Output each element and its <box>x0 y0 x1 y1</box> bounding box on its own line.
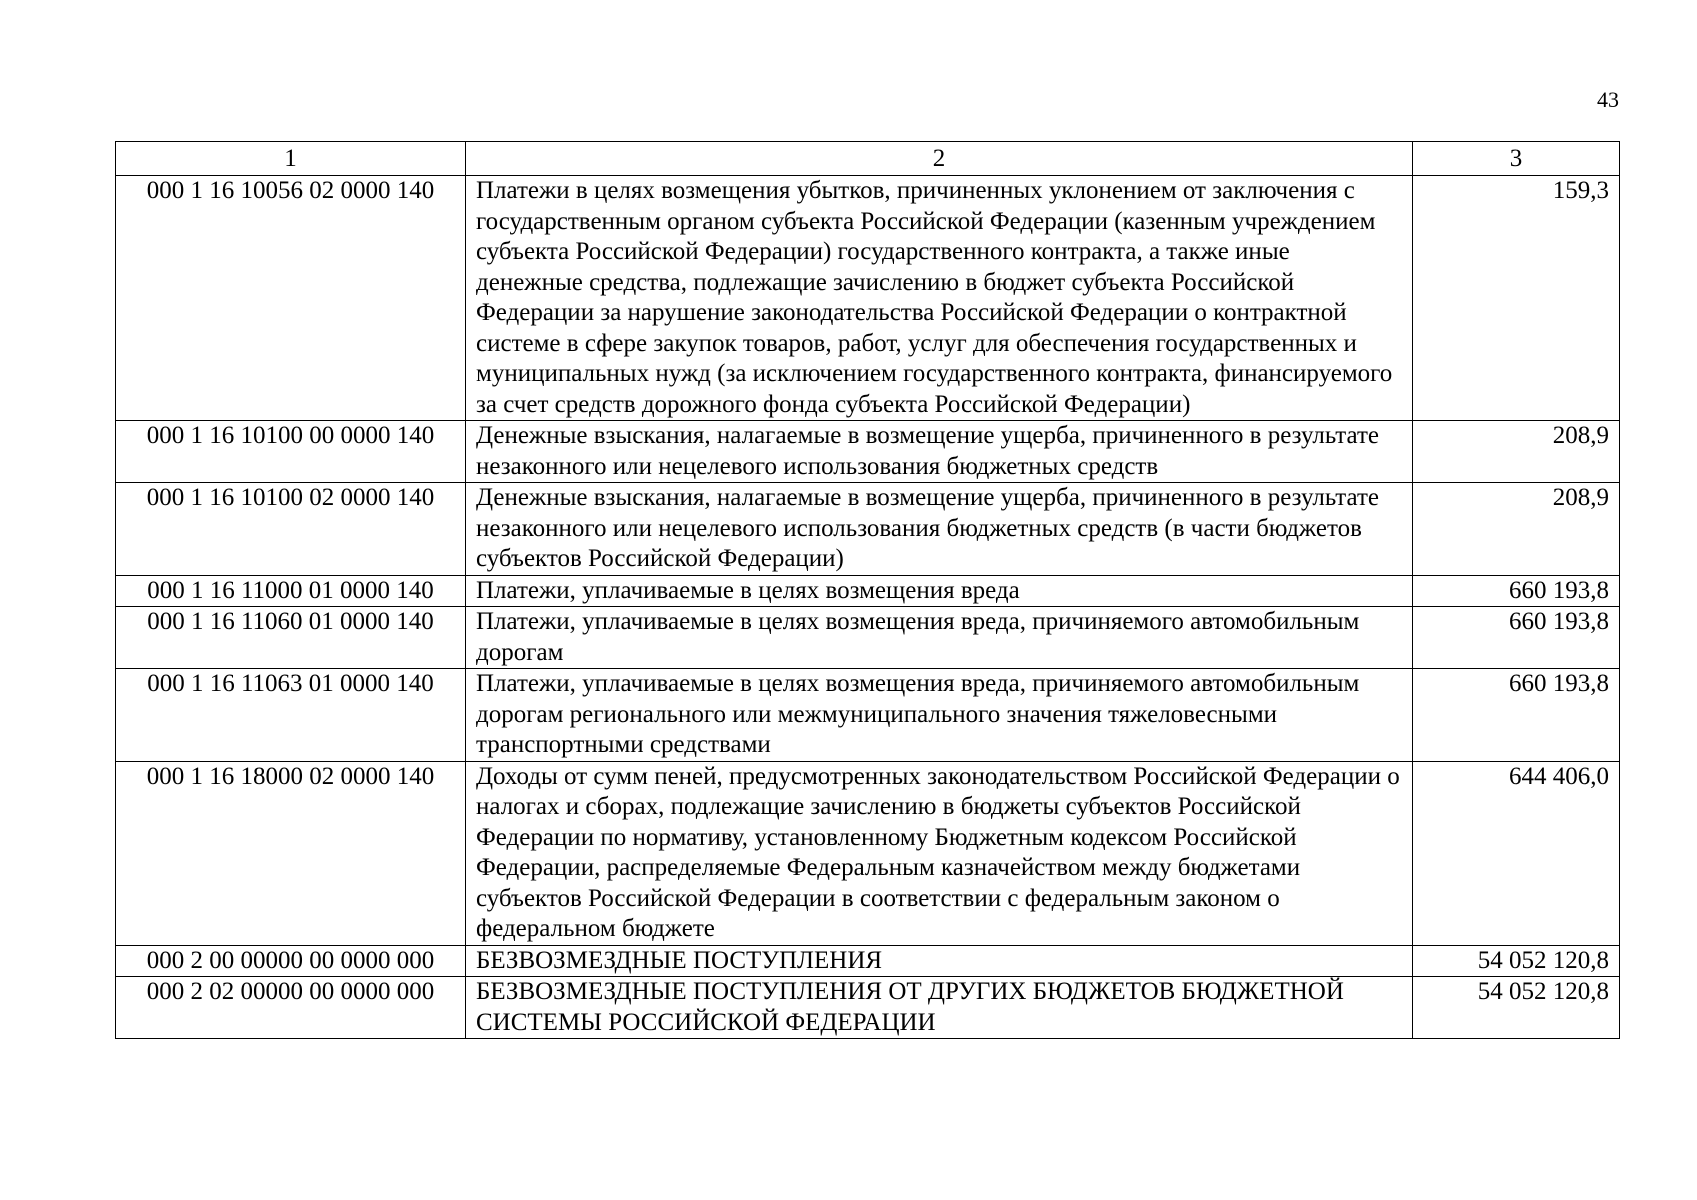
row-description: Доходы от сумм пеней, предусмотренных законодательством Российской Федерации о налогах и сборах, подлежащие зачислению в бюджеты субъектов Российской Федерации по нормативу, установленному Бюджетным кодексом Российской Федерации, распределяемые Федеральным казначейством между бюджетами субъектов Российской Федерации в соответствии с федеральным законом о федеральном бюджете <box>466 761 1413 945</box>
row-amount: 159,3 <box>1413 176 1620 421</box>
table-row <box>116 421 1620 483</box>
row-description: Платежи, уплачиваемые в целях возмещения вреда, причиняемого автомобильным дорогам <box>466 607 1413 669</box>
row-description: Платежи в целях возмещения убытков, причиненных уклонением от заключения с государственным органом субъекта Российской Федерации (казенным учреждением субъекта Российской Федерации) государственного контракта, а также иные денежные средства, подлежащие зачислению в бюджет субъекта Российской Федерации за нарушение законодательства Российской Федерации о контрактной системе в сфере закупок товаров, работ, услуг для обеспечения государственных и муниципальных нужд (за исключением государственного контракта, финансируемого за счет средств дорожного фонда субъекта Российской Федерации) <box>466 176 1413 421</box>
table-row <box>116 176 1620 421</box>
row-description: Денежные взыскания, налагаемые в возмещение ущерба, причиненного в результате незаконного или нецелевого использования бюджетных средств (в части бюджетов субъектов Российской Федерации) <box>466 483 1413 576</box>
column-header-description: 2 <box>466 142 1413 176</box>
budget-revenue-table <box>115 141 1620 1039</box>
table-row <box>116 761 1620 945</box>
table-row <box>116 575 1620 607</box>
row-amount: 54 052 120,8 <box>1413 977 1620 1039</box>
table-row <box>116 483 1620 576</box>
row-code: 000 1 16 11060 01 0000 140 <box>116 607 466 669</box>
table-row <box>116 607 1620 669</box>
row-description: Платежи, уплачиваемые в целях возмещения вреда, причиняемого автомобильным дорогам регионального или межмуниципального значения тяжеловесными транспортными средствами <box>466 669 1413 762</box>
row-code: 000 1 16 10056 02 0000 140 <box>116 176 466 421</box>
row-amount: 660 193,8 <box>1413 575 1620 607</box>
row-description: БЕЗВОЗМЕЗДНЫЕ ПОСТУПЛЕНИЯ ОТ ДРУГИХ БЮДЖЕТОВ БЮДЖЕТНОЙ СИСТЕМЫ РОССИЙСКОЙ ФЕДЕРАЦИИ <box>466 977 1413 1039</box>
row-description: Денежные взыскания, налагаемые в возмещение ущерба, причиненного в результате незаконного или нецелевого использования бюджетных средств <box>466 421 1413 483</box>
column-header-amount: 3 <box>1413 142 1620 176</box>
row-amount: 54 052 120,8 <box>1413 945 1620 977</box>
row-code: 000 1 16 11063 01 0000 140 <box>116 669 466 762</box>
table-row <box>116 977 1620 1039</box>
row-amount: 208,9 <box>1413 483 1620 576</box>
table-row <box>116 669 1620 762</box>
row-code: 000 1 16 18000 02 0000 140 <box>116 761 466 945</box>
row-code: 000 2 02 00000 00 0000 000 <box>116 977 466 1039</box>
row-description: Платежи, уплачиваемые в целях возмещения вреда <box>466 575 1413 607</box>
row-code: 000 1 16 11000 01 0000 140 <box>116 575 466 607</box>
row-amount: 660 193,8 <box>1413 669 1620 762</box>
row-code: 000 1 16 10100 00 0000 140 <box>116 421 466 483</box>
table-header-row <box>116 142 1620 176</box>
table-row <box>116 945 1620 977</box>
row-amount: 644 406,0 <box>1413 761 1620 945</box>
row-amount: 208,9 <box>1413 421 1620 483</box>
page-number: 43 <box>1597 87 1619 112</box>
row-code: 000 2 00 00000 00 0000 000 <box>116 945 466 977</box>
column-header-code: 1 <box>116 142 466 176</box>
row-code: 000 1 16 10100 02 0000 140 <box>116 483 466 576</box>
row-description: БЕЗВОЗМЕЗДНЫЕ ПОСТУПЛЕНИЯ <box>466 945 1413 977</box>
row-amount: 660 193,8 <box>1413 607 1620 669</box>
